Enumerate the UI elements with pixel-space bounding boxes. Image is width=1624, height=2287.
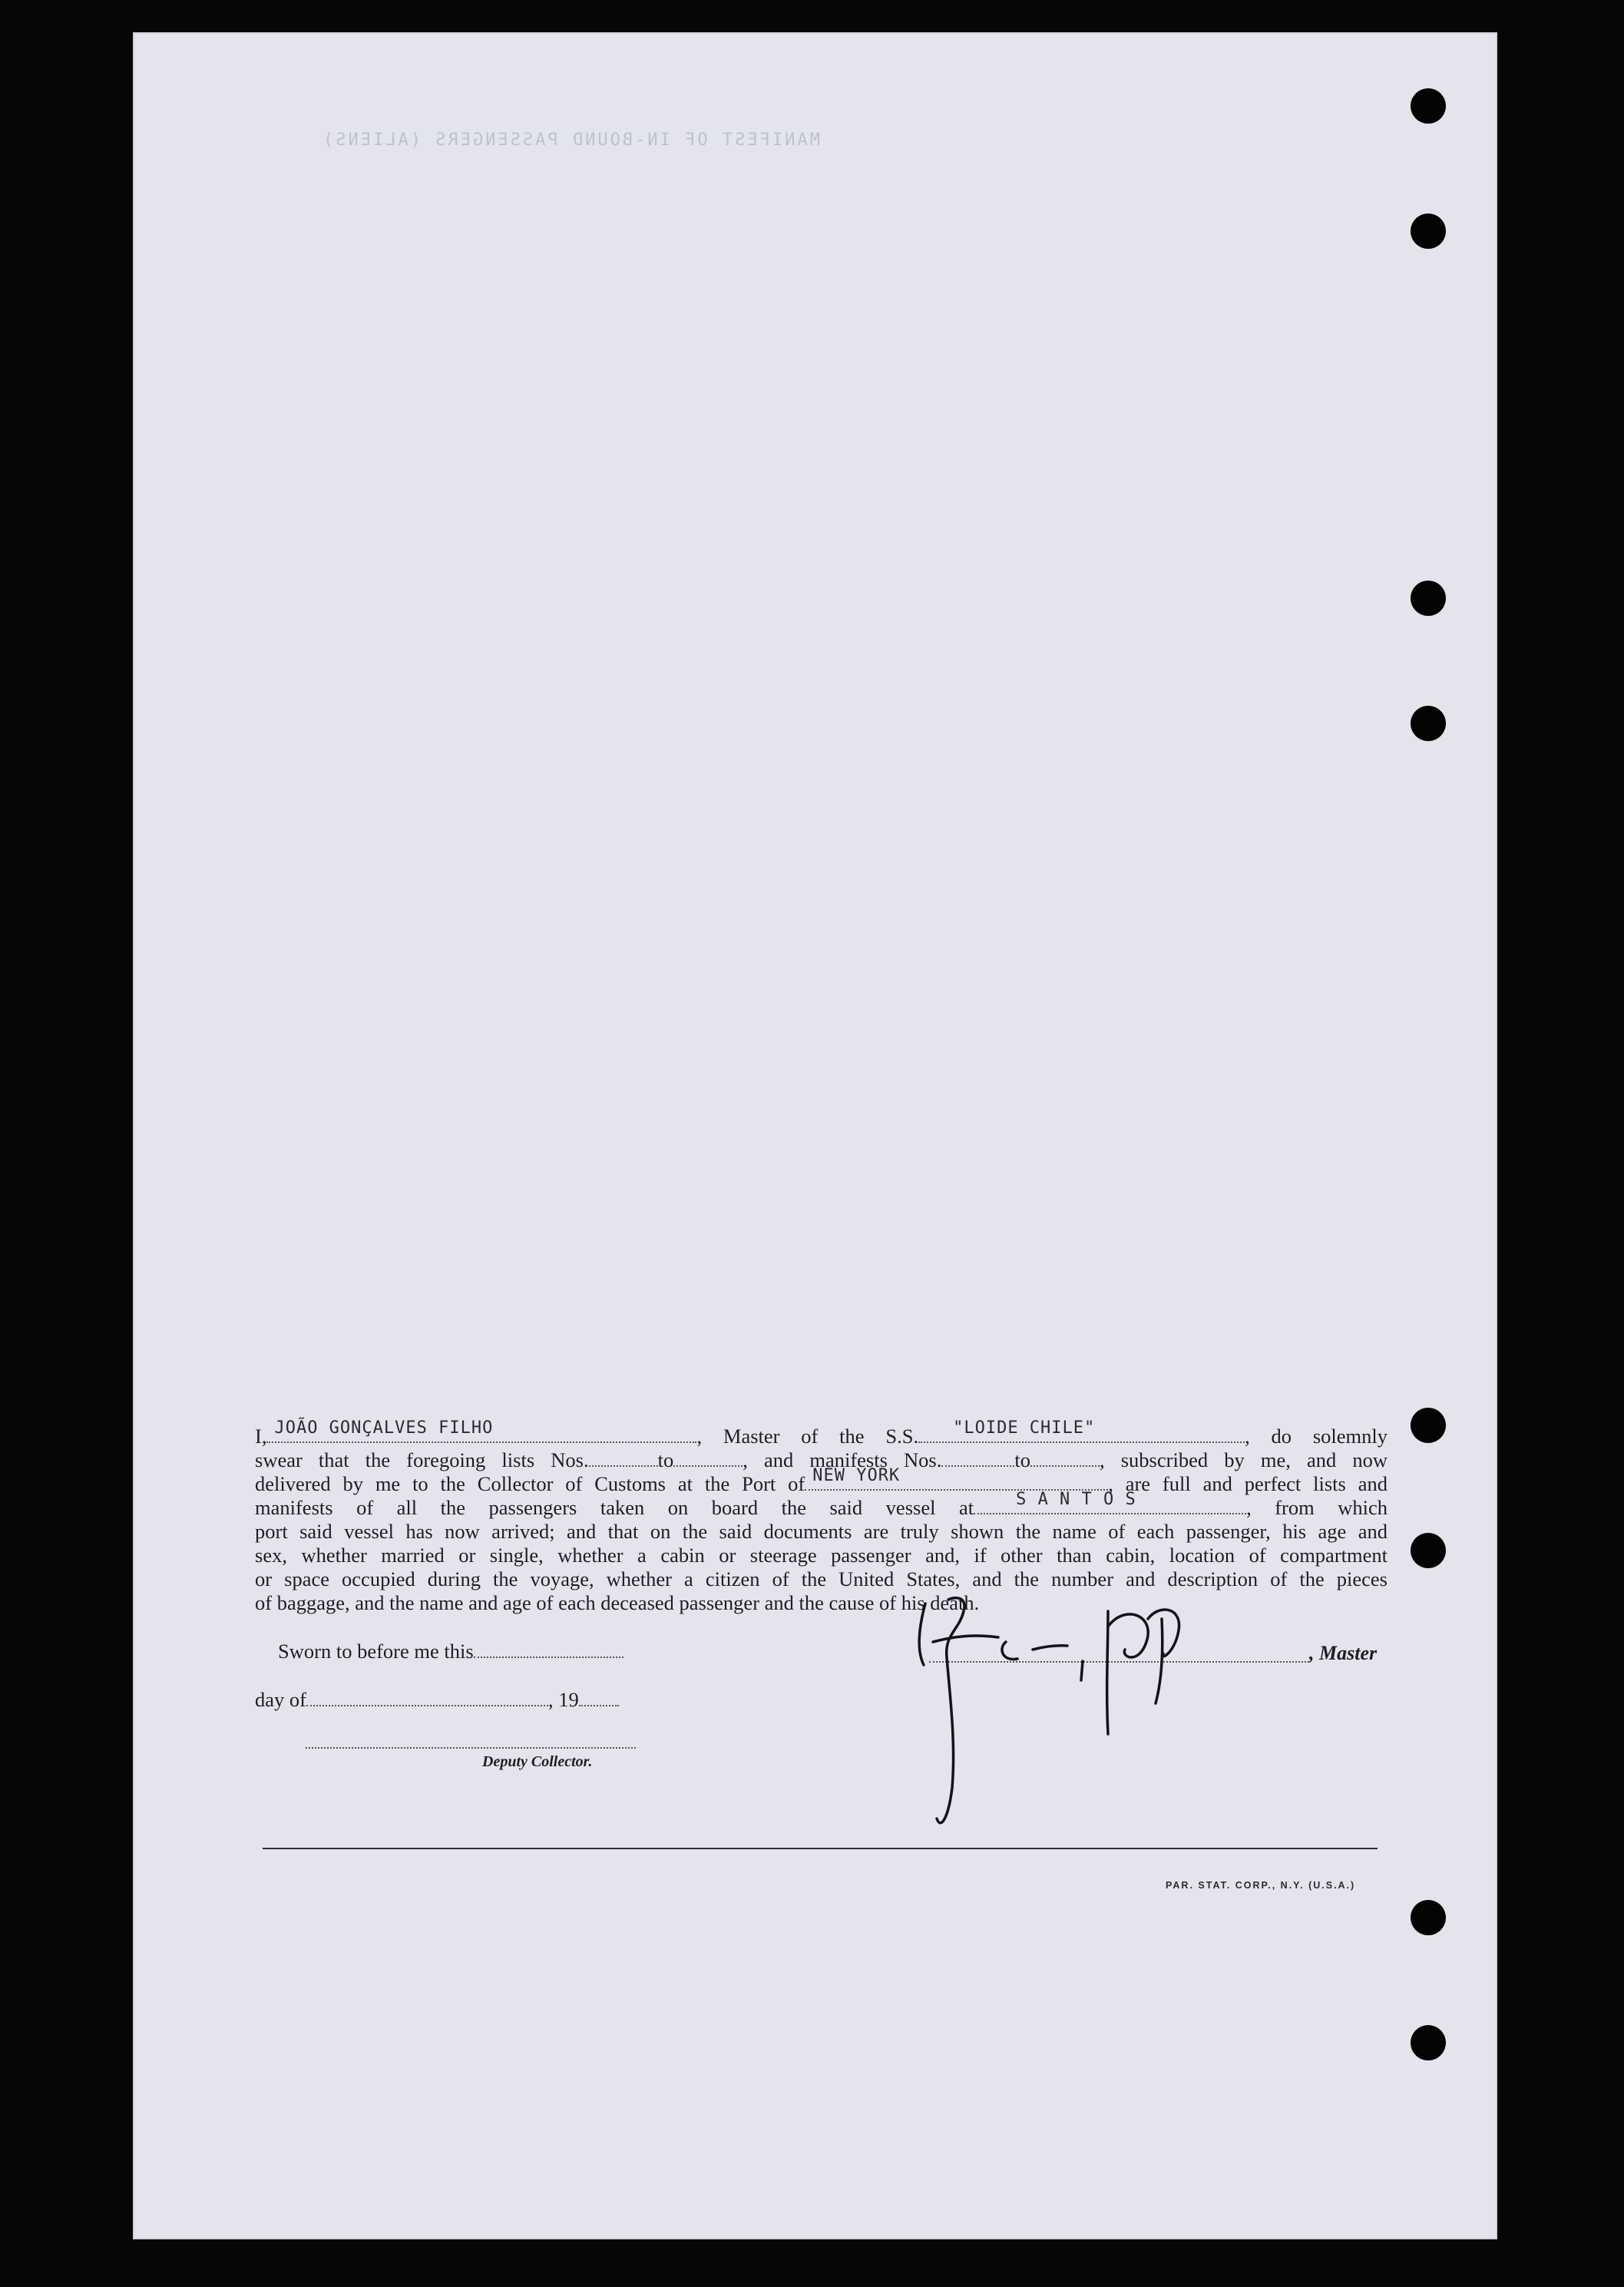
punch-hole xyxy=(1411,581,1446,616)
punch-hole xyxy=(1411,1900,1446,1935)
punch-hole xyxy=(1411,706,1446,741)
printer-imprint: PAR. STAT. CORP., N.Y. (U.S.A.) xyxy=(1166,1880,1356,1891)
list-from-field xyxy=(589,1465,658,1467)
punch-hole xyxy=(1411,213,1446,249)
master-label: , Master xyxy=(1309,1642,1378,1664)
day-of-line: day of , 19 xyxy=(255,1688,619,1712)
manifest-to-field xyxy=(1030,1465,1100,1467)
oath-line-5: port said vessel has now arrived; and that on the said documents are truly shown the name of each passenger, his age and xyxy=(255,1520,1388,1543)
footer-rule xyxy=(263,1848,1378,1849)
oath-line-7: or space occupied during the voyage, whether a citizen of the United States, and the number and description of the pieces xyxy=(255,1567,1388,1590)
oath-line-4: manifests of all the passengers taken on board the said vessel at S A N T O S , from which xyxy=(255,1490,1388,1519)
master-oath xyxy=(255,1418,1388,1615)
arrival-port-field: NEW YORK xyxy=(805,1489,1108,1491)
departure-port-field: S A N T O S xyxy=(974,1513,1246,1514)
punch-hole xyxy=(1411,1408,1446,1443)
punch-hole xyxy=(1411,1533,1446,1568)
year-field xyxy=(579,1705,619,1706)
vessel-name-field: "LOIDE CHILE" xyxy=(918,1441,1245,1443)
sworn-before-line: Sworn to before me this xyxy=(278,1640,623,1663)
punch-hole xyxy=(1411,2025,1446,2060)
master-handwritten-signature xyxy=(902,1588,1332,1849)
manifest-page xyxy=(133,32,1497,2239)
deputy-collector-label: Deputy Collector. xyxy=(482,1753,593,1770)
oath-line-8: of baggage, and the name and age of each deceased passenger and the cause of his death. xyxy=(255,1591,980,1614)
oath-line-2: swear that the foregoing lists Nos. to , and manifests Nos. to , subscribed by me, and now xyxy=(255,1448,1388,1471)
master-name-field: JOÃO GONÇALVES FILHO xyxy=(266,1441,696,1443)
oath-line-6: sex, whether married or single, whether a cabin or steerage passenger and, if other than cabin, location of compartment xyxy=(255,1544,1388,1567)
sworn-day-field xyxy=(474,1657,623,1658)
list-to-field xyxy=(673,1465,743,1467)
deputy-signature-line xyxy=(306,1747,636,1749)
oath-line-1: I, JOÃO GONÇALVES FILHO , Master of the S.S. "LOIDE CHILE" , do solemnly xyxy=(255,1418,1388,1448)
month-field xyxy=(306,1705,548,1706)
oath-line-3: delivered by me to the Collector of Customs at the Port of NEW YORK , are full and perfect lists and xyxy=(255,1466,1388,1495)
punch-hole xyxy=(1411,88,1446,124)
manifest-from-field xyxy=(941,1465,1014,1467)
bleed-through-text: MANIFEST OF IN-BOUND PASSENGERS (ALIENS) xyxy=(321,131,820,150)
